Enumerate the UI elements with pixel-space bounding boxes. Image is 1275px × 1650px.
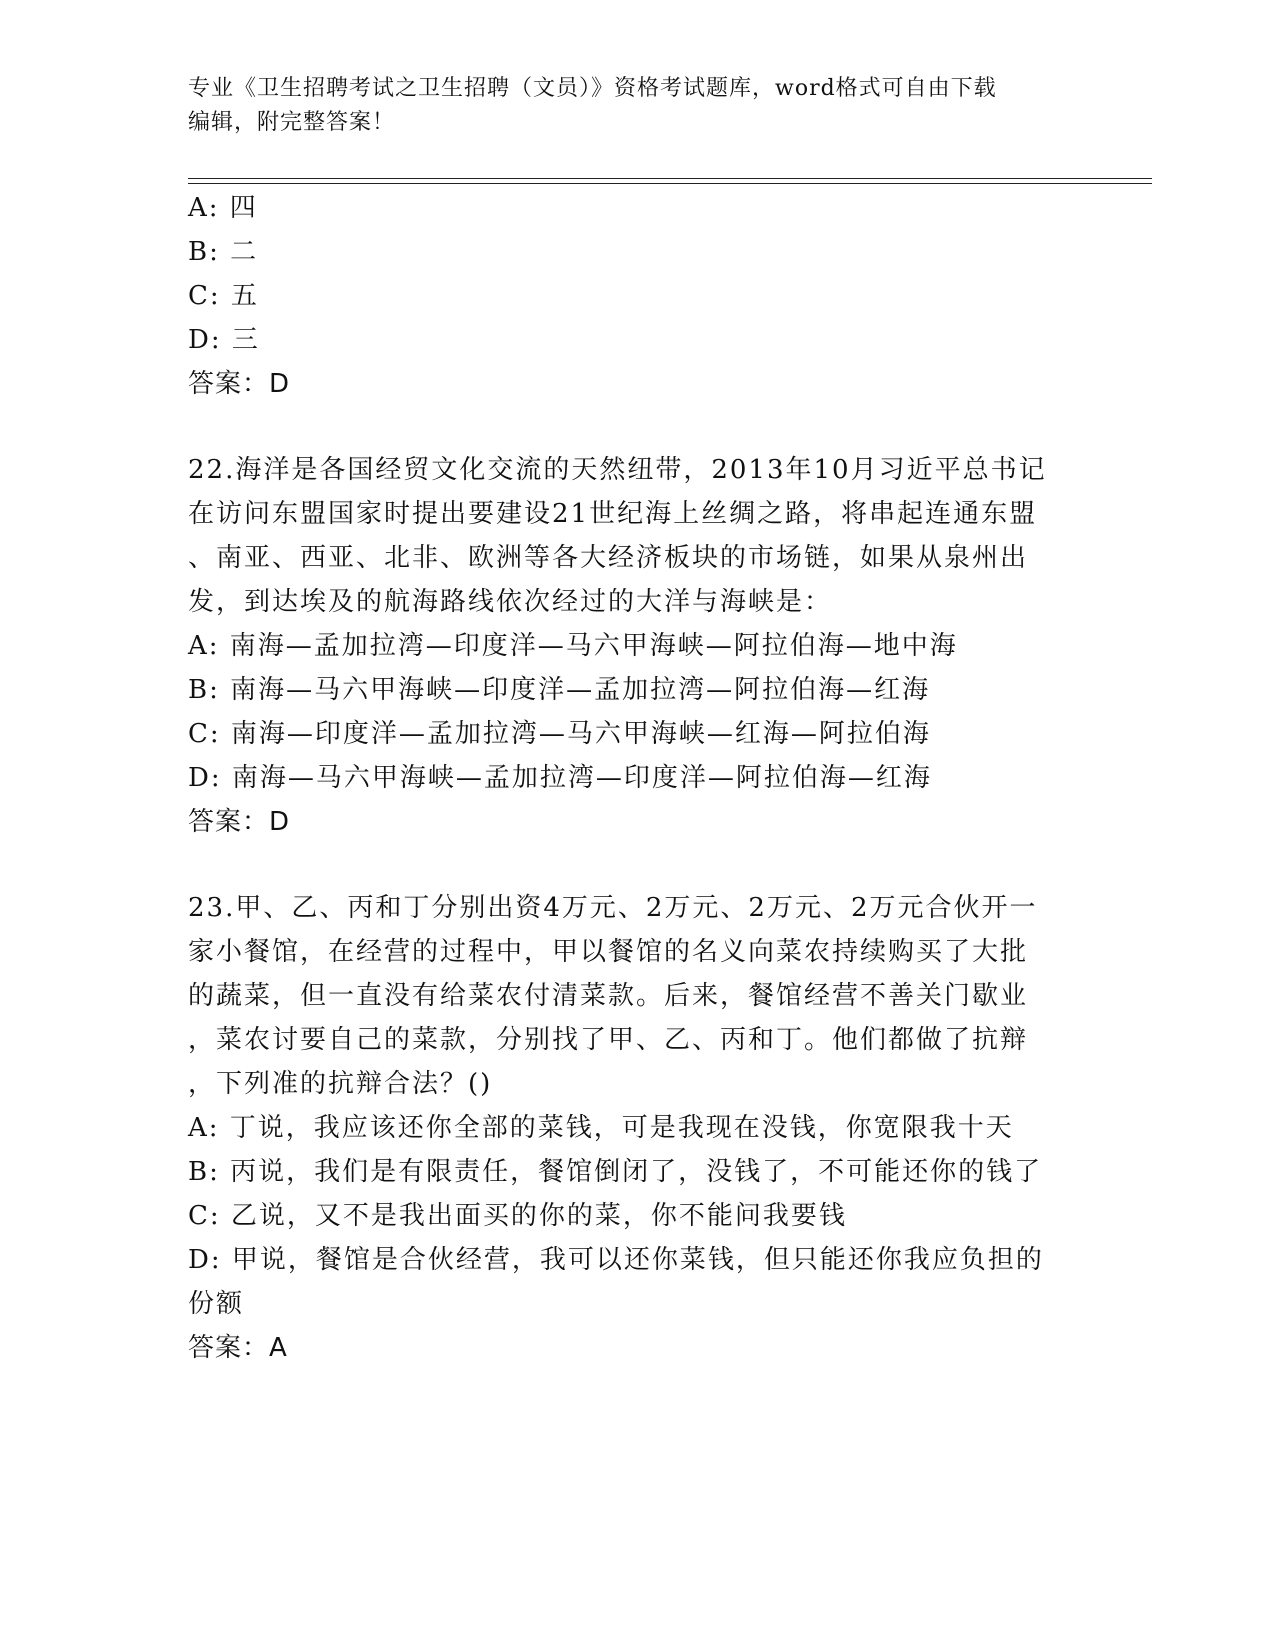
q23-option-c: C: 乙说，又不是我出面买的你的菜，你不能问我要钱	[188, 1201, 847, 1231]
q23-text-line-4: ，菜农讨要自己的菜款，分别找了甲、乙、丙和丁。他们都做了抗辩	[188, 1025, 1029, 1055]
q22-option-c: C: 南海—印度洋—孟加拉湾—马六甲海峡—红海—阿拉伯海	[188, 719, 931, 749]
q22-option-a: A: 南海—孟加拉湾—印度洋—马六甲海峡—阿拉伯海—地中海	[188, 631, 958, 661]
header-divider-bottom	[188, 183, 1152, 184]
q21-option-c: C: 五	[188, 281, 259, 311]
q23-text-line-1: 23.甲、乙、丙和丁分别出资4万元、2万元、2万元、2万元合伙开一	[188, 893, 1038, 923]
q23-option-b: B: 丙说，我们是有限责任，餐馆倒闭了，没钱了，不可能还你的钱了	[188, 1157, 1043, 1187]
q22-text-line-1: 22.海洋是各国经贸文化交流的天然纽带，2013年10月习近平总书记	[188, 455, 1047, 485]
q22-option-b: B: 南海—马六甲海峡—印度洋—孟加拉湾—阿拉伯海—红海	[188, 675, 931, 705]
q23-option-a: A: 丁说，我应该还你全部的菜钱，可是我现在没钱，你宽限我十天	[188, 1113, 1014, 1143]
q23-text-line-3: 的蔬菜，但一直没有给菜农付清菜款。后来，餐馆经营不善关门歇业	[188, 981, 1029, 1011]
q23-text-line-5: ，下列准的抗辩合法？()	[188, 1069, 493, 1099]
header-divider-top	[188, 178, 1152, 179]
q22-text-line-2: 在访问东盟国家时提出要建设21世纪海上丝绸之路，将串起连通东盟	[188, 499, 1038, 529]
q21-answer: 答案：D	[188, 369, 291, 399]
q22-option-d: D: 南海—马六甲海峡—孟加拉湾—印度洋—阿拉伯海—红海	[188, 763, 932, 793]
q23-answer: 答案：A	[188, 1333, 288, 1363]
q23-option-d-continued: 份额	[188, 1289, 245, 1319]
header-line-1: 专业《卫生招聘考试之卫生招聘（文员）》资格考试题库，word格式可自由下载	[188, 76, 997, 101]
q21-option-d: D: 三	[188, 325, 260, 355]
header-line-2: 编辑，附完整答案！	[188, 110, 396, 135]
q22-answer: 答案：D	[188, 807, 291, 837]
q22-text-line-3: 、南亚、西亚、北非、欧洲等各大经济板块的市场链，如果从泉州出	[188, 543, 1029, 573]
q23-text-line-2: 家小餐馆，在经营的过程中，甲以餐馆的名义向菜农持续购买了大批	[188, 937, 1029, 967]
q21-option-b: B: 二	[188, 237, 259, 267]
q22-text-line-4: 发，到达埃及的航海路线依次经过的大洋与海峡是：	[188, 587, 833, 617]
q23-option-d: D: 甲说，餐馆是合伙经营，我可以还你菜钱，但只能还你我应负担的	[188, 1245, 1044, 1275]
document-header	[188, 72, 1068, 140]
q21-option-a: A: 四	[188, 193, 258, 223]
